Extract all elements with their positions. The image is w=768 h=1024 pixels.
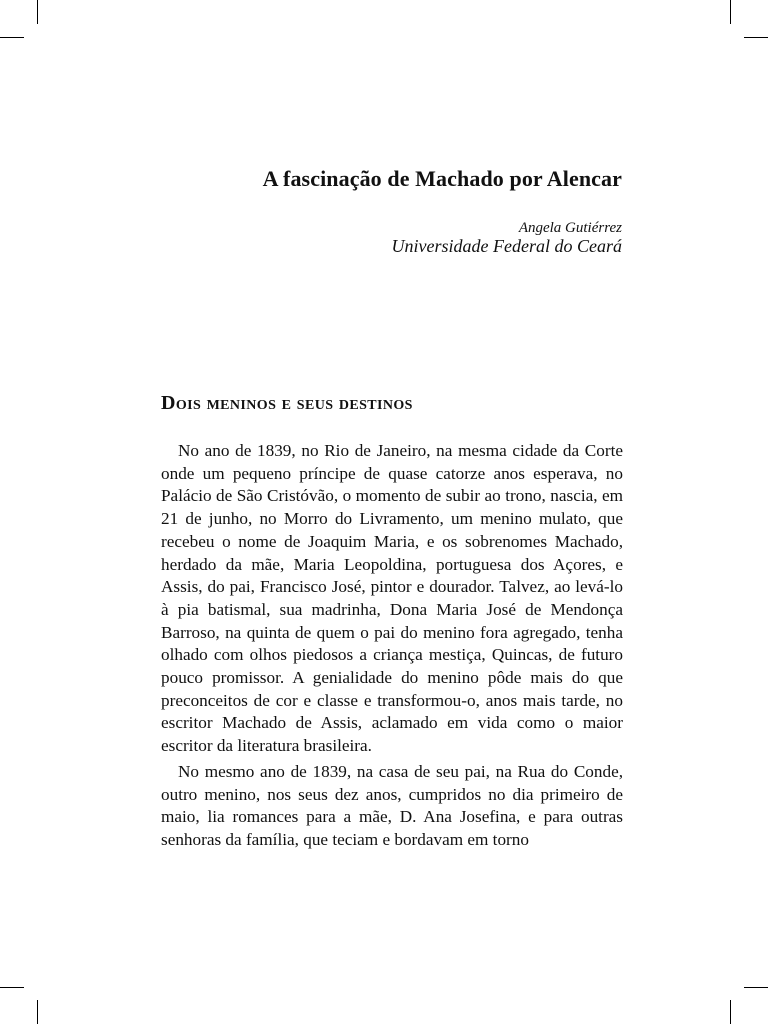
crop-mark xyxy=(0,37,24,38)
crop-mark xyxy=(744,987,768,988)
crop-mark xyxy=(37,1000,38,1024)
paragraph: No mesmo ano de 1839, na casa de seu pai, na Rua do Conde, outro menino, nos seus dez anos, cumpridos no dia primeiro de maio, lia romances para a mãe, D. Ana Josefina, e para outras senhoras da família, que teciam e bordavam em torno xyxy=(161,761,623,849)
section-heading: Dois meninos e seus destinos xyxy=(161,392,413,414)
paragraph: No ano de 1839, no Rio de Janeiro, na mesma cidade da Corte onde um pequeno príncipe de quase catorze anos esperava, no Palácio de São Cristóvão, o momento de subir ao trono, nascia, em 21 de junho, no Morro do Livramento, um menino mulato, que recebeu o nome de Joaquim Maria, e os sobrenomes Machado, herdado da mãe, Maria Leopoldina, portuguesa dos Açores, e Assis, do pai, Francisco José, pintor e dourador. Talvez, ao levá-lo à pia batismal, sua madrinha, Dona Maria José de Mendonça Barroso, na quinta de quem o pai do menino fora agregado, tenha olhado com olhos piedosos a criança mestiça, Quincas, de futuro pouco promissor. A genialidade do menino pôde mais do que preconceitos de cor e classe e transformou-o, anos mais tarde, no escritor Machado de Assis, aclamado em vida como o maior escritor da literatura brasileira. xyxy=(161,441,623,756)
author-affiliation: Universidade Federal do Ceará xyxy=(391,236,622,256)
crop-mark xyxy=(744,37,768,38)
crop-mark xyxy=(0,987,24,988)
article-author: Angela Gutiérrez xyxy=(518,220,622,236)
crop-mark xyxy=(730,1000,731,1024)
article-title: A fascinação de Machado por Alencar xyxy=(262,166,622,191)
crop-mark xyxy=(37,0,38,24)
crop-mark xyxy=(730,0,731,24)
body-text xyxy=(161,440,623,855)
